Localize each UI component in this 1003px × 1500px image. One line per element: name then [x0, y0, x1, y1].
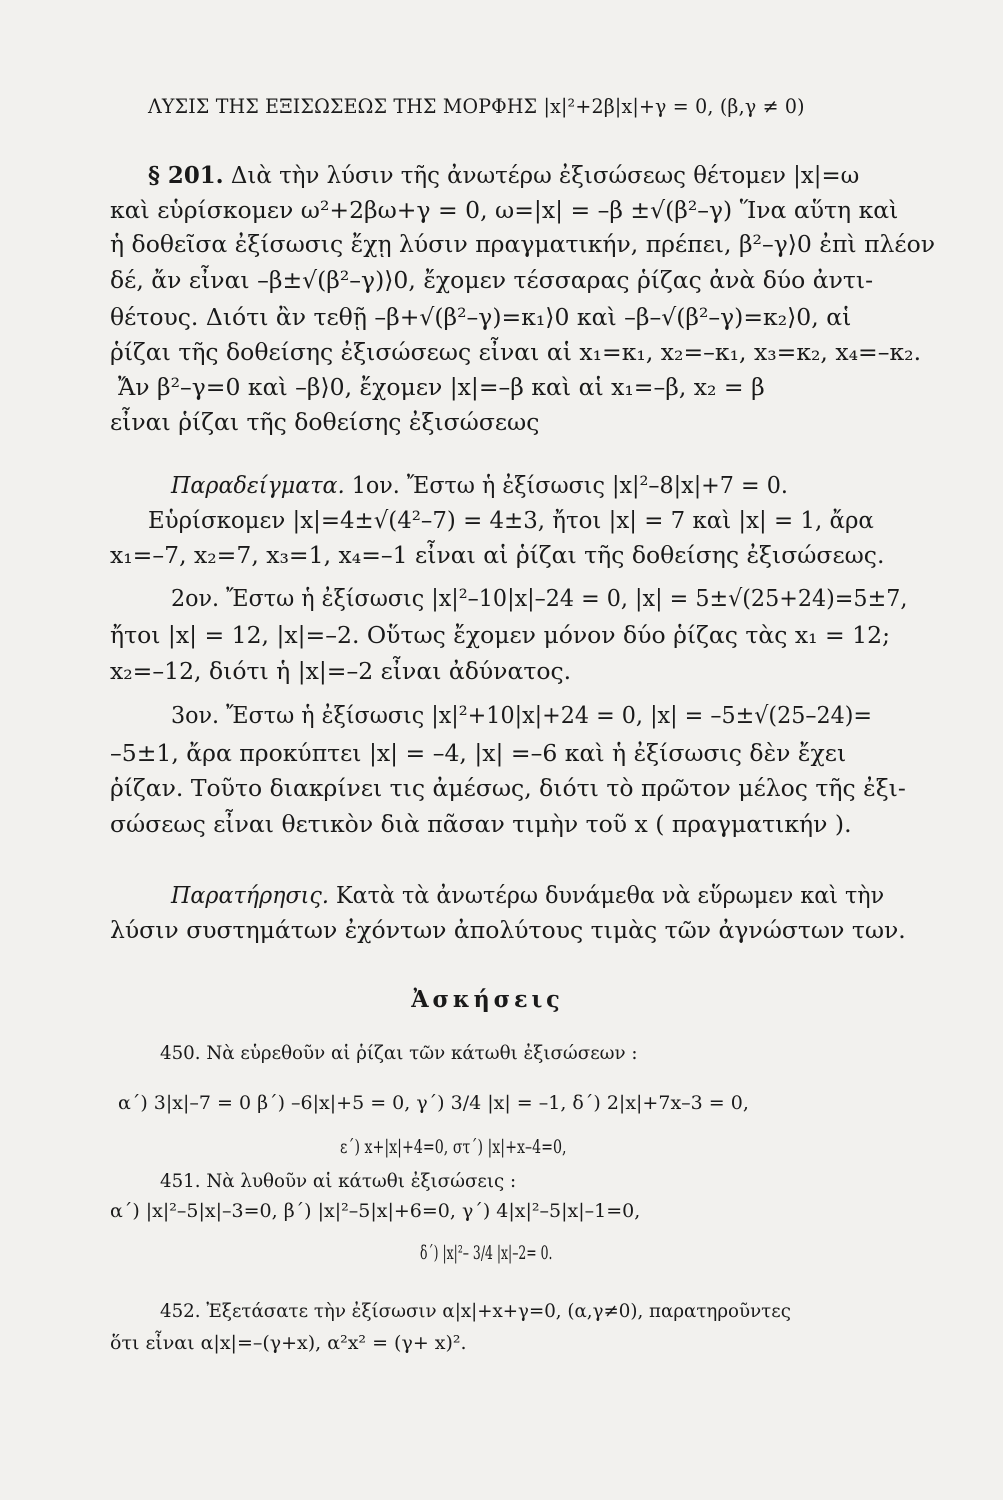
remark-line: λύσιν συστημάτων ἐχόντων ἀπολύτους τιμὰς τῶν ἀγνώστων των.: [110, 916, 906, 944]
running-header: ΛΥΣΙΣ ΤΗΣ ΕΞΙΣΩΣΕΩΣ ΤΗΣ ΜΟΡΦΗΣ |x|²+2β|x|+γ = 0, (β,γ ≠ 0): [148, 95, 805, 118]
example-line: Εὑρίσκομεν |x|=4±√(4²–7) = 4±3, ἤτοι |x| = 7 καὶ |x| = 1, ἄρα: [148, 506, 874, 534]
section-line: εἶναι ῥίζαι τῆς δοθείσης ἐξισώσεως: [110, 408, 540, 436]
section-line: Ἄν β²–γ=0 καὶ –β⟩0, ἔχομεν |x|=–β καὶ αἱ x₁=–β, x₂ = β: [118, 373, 765, 401]
section-line: ῥίζαι τῆς δοθείσης ἐξισώσεως εἶναι αἱ x₁=κ₁, x₂=–κ₁, x₃=κ₂, x₄=–κ₂.: [110, 338, 922, 366]
example-line: 2ον. Ἔστω ἡ ἐξίσωσις |x|²–10|x|–24 = 0, |x| = 5±√(25+24)=5±7,: [171, 584, 908, 612]
exercise-line: 451. Νὰ λυθοῦν αἱ κάτωθι ἐξισώσεις :: [160, 1170, 517, 1192]
remark-first-line: [171, 880, 975, 910]
exercises-title: Ἀσκήσεις: [411, 986, 564, 1013]
section-line: Διὰ τὴν λύσιν τῆς ἀνωτέρω ἐξισώσεως θέτομεν |x|=ω: [230, 161, 860, 189]
example-line: ῥίζαν. Τοῦτο διακρίνει τις ἀμέσως, διότι τὸ πρῶτον μέλος τῆς ἐξι-: [110, 774, 906, 802]
exercise-line: δ΄) |x|²– 3/4 |x|–2= 0.: [420, 1242, 553, 1264]
example-line: σώσεως εἶναι θετικὸν διὰ πᾶσαν τιμὴν τοῦ x ( πραγματικήν ).: [110, 810, 852, 838]
remark-line: Κατὰ τὰ ἀνωτέρω δυνάμεθα νὰ εὕρωμεν καὶ τὴν: [335, 881, 885, 909]
section-number: § 201.: [148, 161, 224, 189]
examples-first-line: [171, 470, 975, 500]
example-line: –5±1, ἄρα προκύπτει |x| = –4, |x| =–6 καὶ ἡ ἐξίσωσις δὲν ἔχει: [110, 739, 847, 767]
example-line: x₁=–7, x₂=7, x₃=1, x₄=–1 εἶναι αἱ ῥίζαι τῆς δοθείσης ἐξισώσεως.: [110, 541, 885, 569]
exercise-line: 450. Νὰ εὑρεθοῦν αἱ ῥίζαι τῶν κάτωθι ἐξισώσεων :: [160, 1042, 638, 1064]
exercise-line: ὅτι εἶναι α|x|=–(γ+x), α²x² = (γ+ x)².: [110, 1332, 467, 1354]
example-line: x₂=–12, διότι ἡ |x|=–2 εἶναι ἀδύνατος.: [110, 657, 572, 685]
example-line: 1ον. Ἔστω ἡ ἐξίσωσις |x|²–8|x|+7 = 0.: [351, 471, 788, 499]
example-line: ἤτοι |x| = 12, |x|=–2. Οὕτως ἔχομεν μόνον δύο ῥίζας τὰς x₁ = 12;: [110, 621, 890, 649]
section-line: θέτους. Διότι ἂν τεθῇ –β+√(β²–γ)=κ₁⟩0 καὶ –β–√(β²–γ)=κ₂⟩0, αἱ: [110, 303, 852, 331]
exercise-line: α΄) 3|x|–7 = 0 β΄) –6|x|+5 = 0, γ΄) 3/4 |x| = –1, δ΄) 2|x|+7x–3 = 0,: [118, 1092, 749, 1114]
section-line: καὶ εὑρίσκομεν ω²+2βω+γ = 0, ω=|x| = –β ±√(β²–γ) Ἵνα αὕτη καὶ: [110, 196, 899, 224]
section-first-line: [148, 160, 975, 190]
exercise-line: 452. Ἐξετάσατε τὴν ἐξίσωσιν α|x|+x+γ=0, (α,γ≠0), παρατηροῦντες: [160, 1300, 791, 1322]
exercise-line: α΄) |x|²–5|x|–3=0, β΄) |x|²–5|x|+6=0, γ΄) 4|x|²–5|x|–1=0,: [110, 1200, 641, 1222]
remark-label: Παρατήρησις.: [171, 881, 329, 909]
exercise-line: ε΄) x+|x|+4=0, στ΄) |x|+x–4=0,: [340, 1136, 567, 1158]
examples-label: Παραδείγματα.: [171, 471, 345, 499]
section-line: δέ, ἄν εἶναι –β±√(β²–γ)⟩0, ἔχομεν τέσσαρας ῥίζας ἀνὰ δύο ἀντι-: [110, 266, 874, 294]
section-line: ἡ δοθεῖσα ἐξίσωσις ἔχῃ λύσιν πραγματικήν, πρέπει, β²–γ⟩0 ἐπὶ πλέον: [110, 230, 936, 258]
example-line: 3ον. Ἔστω ἡ ἐξίσωσις |x|²+10|x|+24 = 0, |x| = –5±√(25–24)=: [171, 701, 873, 729]
